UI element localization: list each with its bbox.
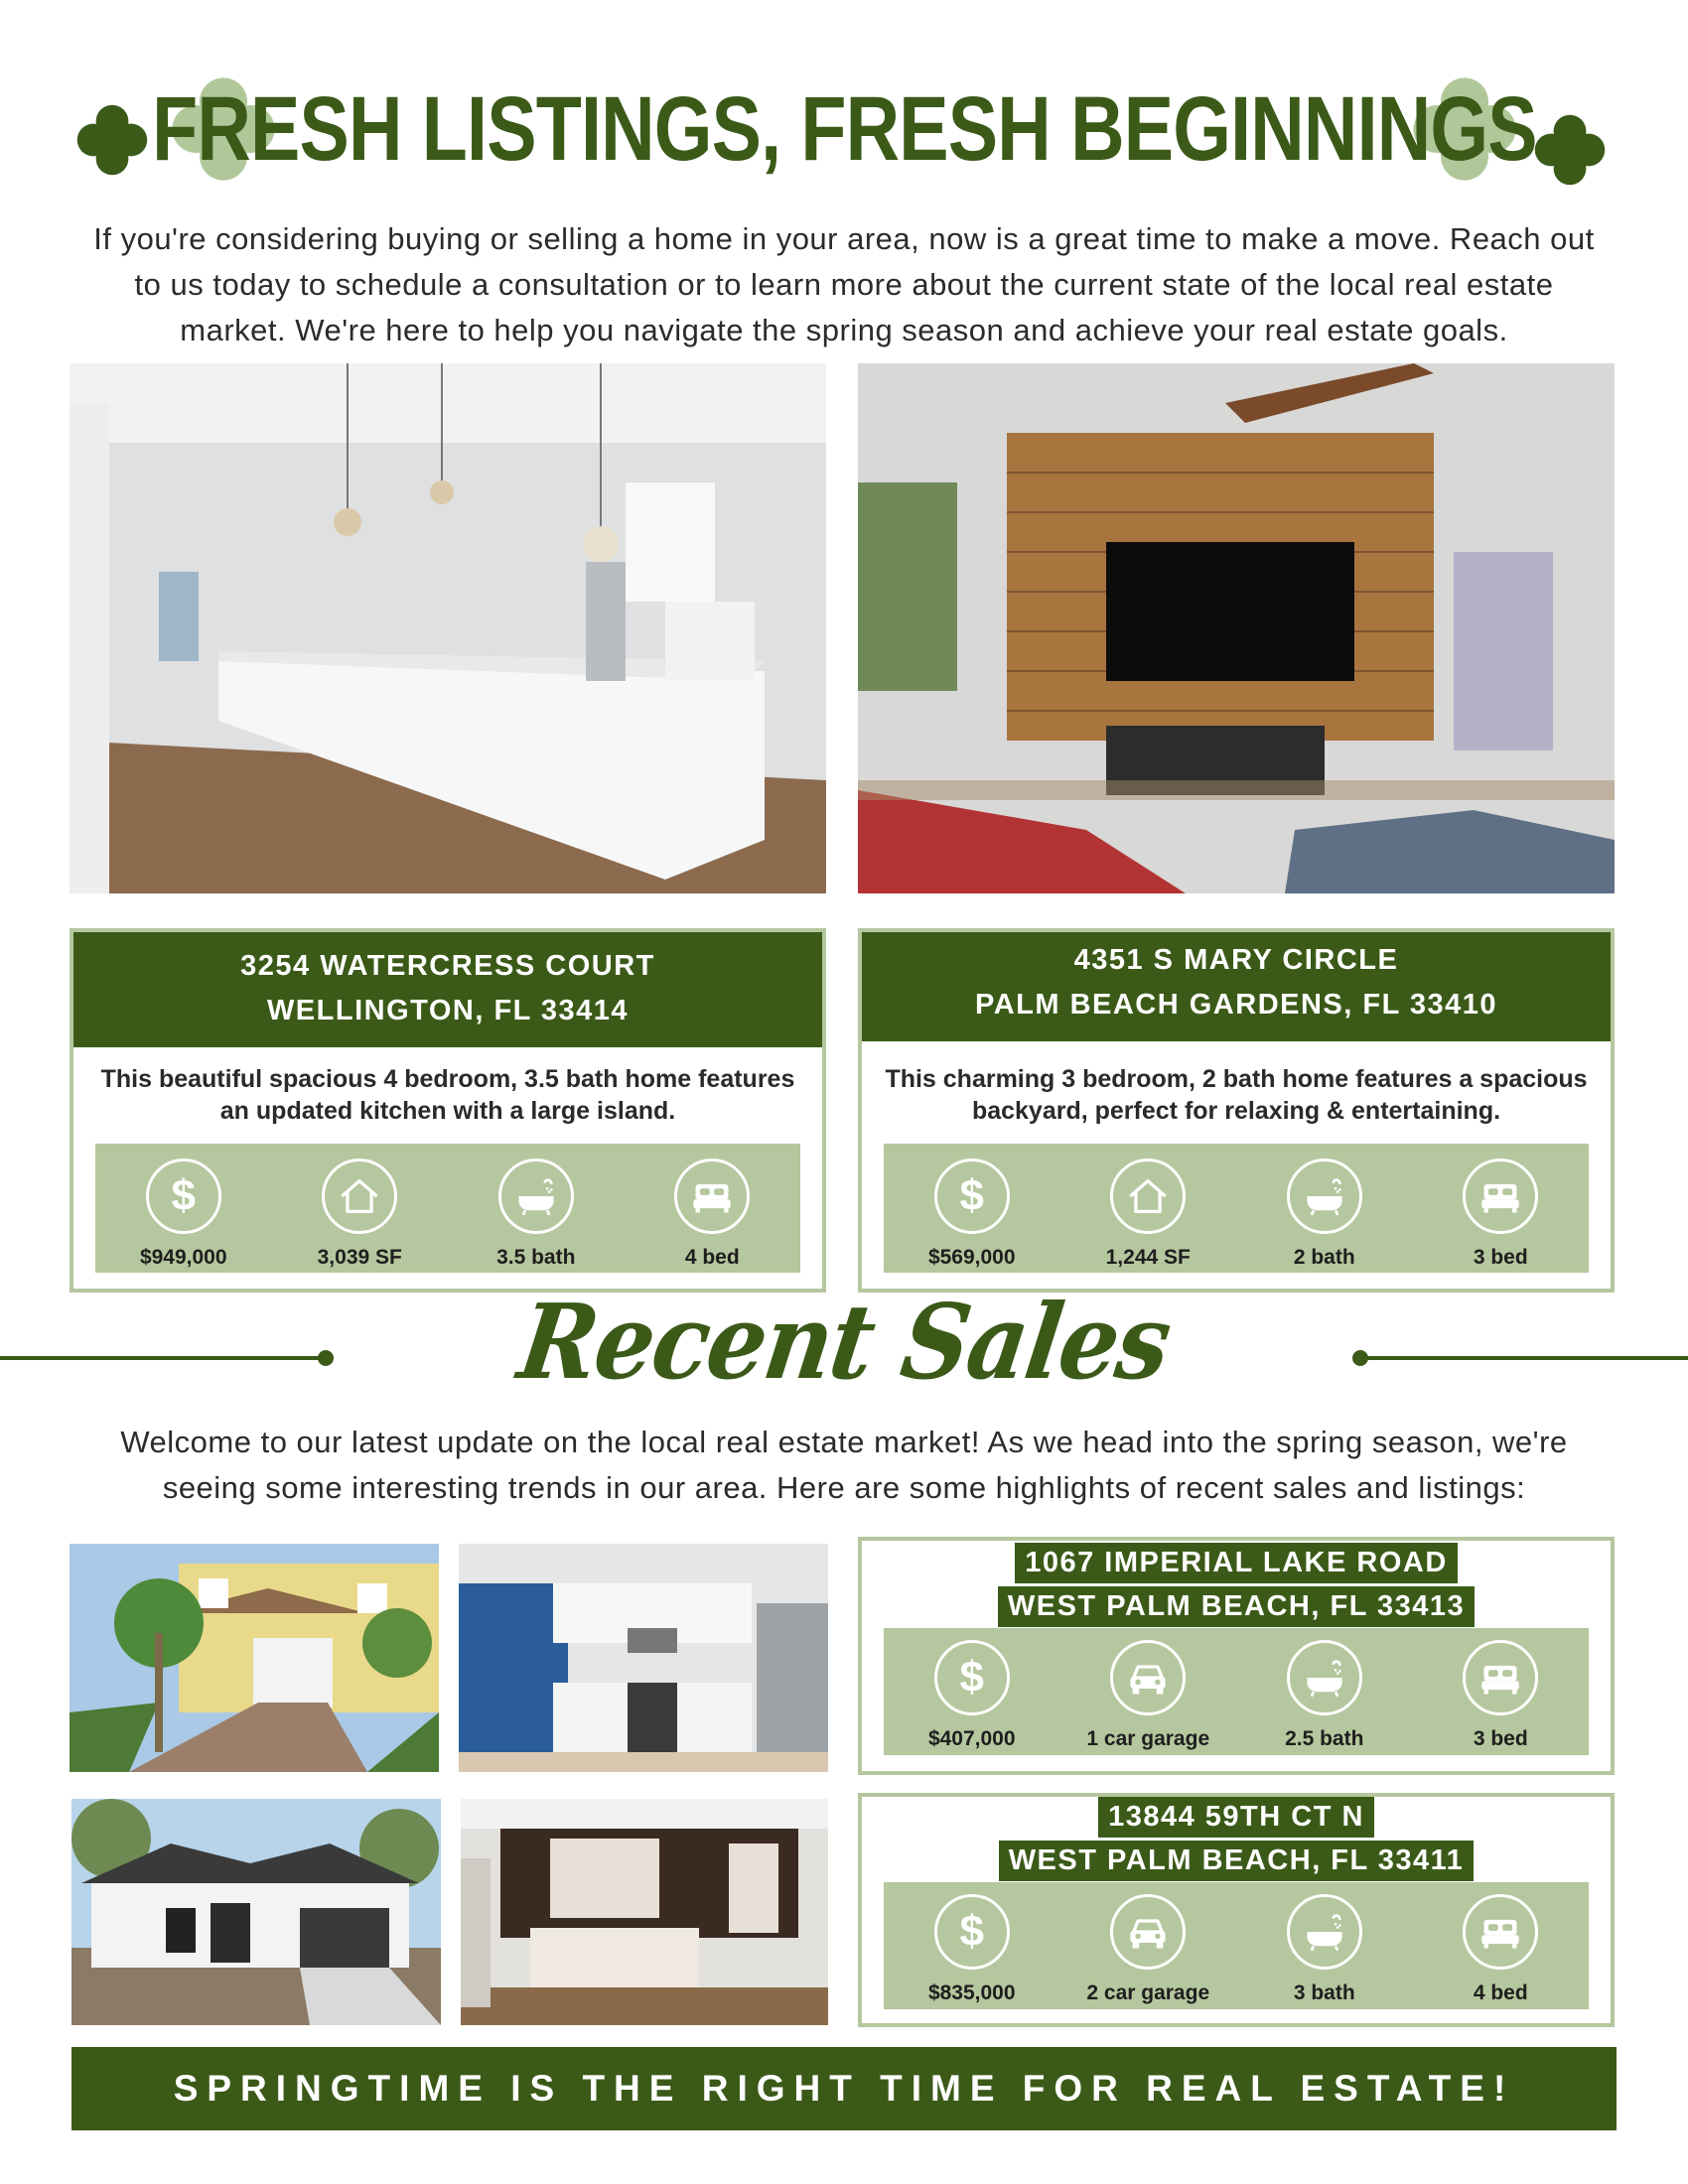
sale-address: 1067 IMPERIAL LAKE ROAD WEST PALM BEACH, FL 33413: [862, 1543, 1611, 1627]
house-icon: [1126, 1174, 1170, 1218]
sale-exterior-photo: [70, 1544, 439, 1772]
recent-sales-intro: Welcome to our latest update on the local real estate market! As we head into the spring season, we're seeing some interesting trends in our area. Here are some highlights of recent sales and listings:: [120, 1425, 1568, 1505]
stat-bath: 2.5 bath: [1250, 1628, 1399, 1751]
car-icon: [1126, 1910, 1170, 1954]
intro-text: If you're considering buying or selling a home in your area, now is a great time to make a move. Reach out to us today to schedule a consultation or to learn more about the current state of the local real estate market. We're here to help you navigate the spring season and achieve your real estate goals.: [93, 221, 1595, 347]
stat-bath: 3 bath: [1250, 1882, 1399, 2005]
listing-description: This beautiful spacious 4 bedroom, 3.5 bath home features an updated kitchen with a large island.: [100, 1065, 795, 1125]
listing-address: 3254 WATERCRESS COURT WELLINGTON, FL 33414: [73, 932, 822, 1047]
dollar-icon: $: [959, 1171, 984, 1220]
stat-price: $ $949,000: [109, 1144, 258, 1270]
stat-bed: 4 bed: [1426, 1882, 1575, 2005]
bed-icon: [1478, 1656, 1522, 1700]
stat-price: $ $835,000: [898, 1882, 1047, 2005]
listing-description: This charming 3 bedroom, 2 bath home features a spacious backyard, perfect for relaxing & entertaining.: [885, 1065, 1588, 1125]
stat-bath: 3.5 bath: [462, 1144, 611, 1270]
bathtub-icon: [514, 1174, 558, 1218]
stats-bar: [884, 1882, 1589, 2009]
sale-card[interactable]: [858, 1537, 1615, 1775]
bed-icon: [1478, 1174, 1522, 1218]
stats-bar: [884, 1628, 1589, 1755]
page-title: FRESH LISTINGS, FRESH BEGINNINGS: [152, 78, 1537, 180]
house-icon: [338, 1174, 381, 1218]
stats-bar: [95, 1144, 800, 1273]
stat-garage: 1 car garage: [1073, 1628, 1222, 1751]
stat-bath: 2 bath: [1250, 1144, 1399, 1270]
stat-area: 3,039 SF: [285, 1144, 434, 1270]
stat-bed: 3 bed: [1426, 1628, 1575, 1751]
bathtub-icon: [1303, 1656, 1346, 1700]
kitchen-photo: [70, 363, 826, 893]
bathtub-icon: [1303, 1910, 1346, 1954]
bed-icon: [1478, 1910, 1522, 1954]
bathtub-icon: [1303, 1174, 1346, 1218]
car-icon: [1126, 1656, 1170, 1700]
sale-dark-kitchen-photo: [461, 1799, 828, 2025]
stat-bed: 4 bed: [637, 1144, 786, 1270]
sale-address: 13844 59TH CT N WEST PALM BEACH, FL 33411: [862, 1797, 1611, 1881]
listing-card[interactable]: [858, 928, 1615, 1293]
footer-banner: SPRINGTIME IS THE RIGHT TIME FOR REAL ESTATE!: [71, 2047, 1617, 2130]
stat-area: 1,244 SF: [1073, 1144, 1222, 1270]
listing-address: 4351 S MARY CIRCLE PALM BEACH GARDENS, FL 33410: [862, 932, 1611, 1041]
stats-bar: [884, 1144, 1589, 1273]
sale-new-home-photo: [71, 1799, 441, 2025]
stat-price: $ $569,000: [898, 1144, 1047, 1270]
dollar-icon: $: [959, 1653, 984, 1702]
dollar-icon: $: [171, 1171, 196, 1220]
recent-sales-title: Recent Sales: [511, 1281, 1177, 1403]
stat-price: $ $407,000: [898, 1628, 1047, 1751]
stat-garage: 2 car garage: [1073, 1882, 1222, 2005]
stat-bed: 3 bed: [1426, 1144, 1575, 1270]
bed-icon: [690, 1174, 734, 1218]
listing-card[interactable]: [70, 928, 826, 1293]
dollar-icon: $: [959, 1907, 984, 1956]
sale-card[interactable]: [858, 1793, 1615, 2027]
sale-kitchen-photo: [459, 1544, 828, 1772]
living-room-photo: [858, 363, 1615, 893]
